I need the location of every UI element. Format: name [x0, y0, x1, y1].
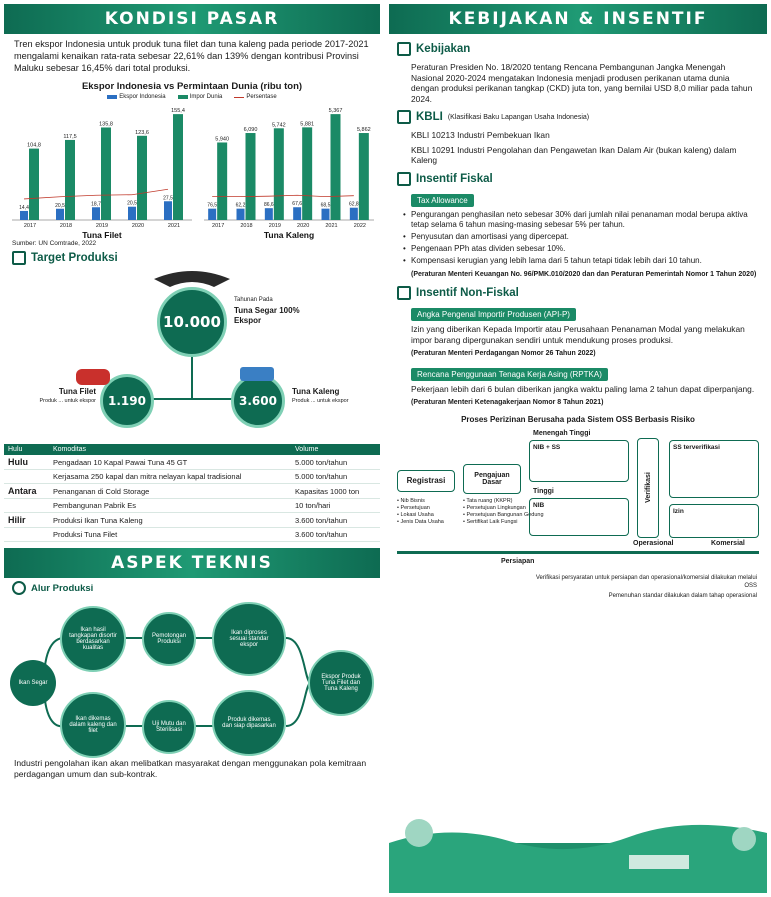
timeline-bar: [397, 551, 759, 554]
fish-illustration: [154, 271, 230, 287]
teknis-footer: Industri pengolahan ikan akan melibatkan masyarakat dengan menggunakan pola kemitraan perdagangan umum dan sub-kontrak.: [14, 758, 367, 779]
table-header: Hulu: [4, 444, 49, 455]
bar-import: [173, 114, 183, 220]
export-charts: [4, 100, 380, 242]
nib-box: NIB: [529, 498, 629, 536]
pengajuan-list: • Tata ruang (KKPR) • Persetujuan Lingkungan • Persetujuan Bangunan Gedung • Sertifikat Laik Fungsi: [463, 497, 544, 525]
left-panel: [4, 4, 380, 893]
rptka-note: (Peraturan Menteri Ketenagakerjaan Nomor 8 Tahun 2021): [411, 399, 604, 406]
center-label: Tuna Segar 100% Ekspor: [234, 306, 300, 325]
chart-source: Sumber: UN Comtrade, 2022: [12, 240, 97, 247]
rptka-text: Pekerjaan lebih dari 6 bulan diberikan jangka waktu paling lama 2 tahun dapat diperpanjang.: [411, 383, 755, 394]
bar-label-export: 14,4: [19, 204, 29, 211]
nonfiscal-icon: [397, 286, 411, 300]
tinggi-label: Tinggi: [533, 487, 554, 495]
bar-label-export: 67,6: [292, 201, 303, 208]
nib-ss-box: NIB + SS: [529, 440, 629, 482]
tax-allowance-tag: Tax Allowance: [411, 194, 474, 207]
flow-node: Ikan dikemas dalam kaleng dan filet: [60, 692, 126, 758]
bar-label-import: 5,367: [328, 108, 343, 115]
x-tick-label: 2021: [325, 223, 338, 229]
bar-export: [237, 209, 245, 220]
bar-export: [128, 207, 136, 220]
target-diagram: [4, 269, 380, 444]
right-target-circle: 3.600: [231, 374, 285, 428]
x-tick-label: 2020: [297, 223, 310, 229]
bar-export: [322, 209, 330, 220]
chart-subtitle: Tuna Kaleng: [263, 230, 315, 240]
chart-heading: Ekspor Indonesia vs Permintaan Dunia (ribu ton): [81, 81, 303, 92]
bar-import: [101, 127, 111, 220]
right-panel: [389, 4, 767, 893]
bar-import: [217, 142, 227, 220]
bar-export: [208, 209, 216, 220]
bar-export: [92, 207, 100, 220]
left-target-circle: 1.190: [100, 374, 154, 428]
bar-export: [20, 211, 28, 220]
aspek-teknis-banner: ASPEK TEKNIS: [4, 548, 380, 578]
api-p-text: Izin yang diberikan Kepada Importir atau Perusahaan Penanaman Modal yang melakukan impor barang dipergunakan sendiri untuk mendukung proses produksi.: [411, 324, 745, 345]
bar-export: [293, 207, 301, 220]
x-tick-label: 2020: [131, 223, 145, 229]
x-tick-label: 2018: [240, 223, 253, 229]
table-row: Hulu Pengadaan 10 Kapal Pawai Tuna 45 GT 5.000 ton/tahun: [4, 455, 380, 470]
flow-node: Ikan hasil tangkapan disortir berdasarkan kualitas: [60, 606, 126, 672]
flow-node: Ikan diproses sesuai standar ekspor: [212, 602, 286, 676]
bar-export: [265, 208, 273, 220]
api-p-tag: Angka Pengenal Importir Produsen (API-P): [411, 308, 576, 321]
list-item: • Kompensasi kerugian yang lebih lama dari 5 tahun tetapi tidak lebih dari 10 tahun.: [411, 256, 757, 266]
fiskal-heading: Insentif Fiskal: [389, 168, 767, 190]
bar-label-export: 68,5: [320, 202, 331, 209]
x-tick-label: 2017: [212, 223, 225, 229]
proses-diagram: [389, 424, 767, 574]
bar-label-export: 20,5: [55, 202, 65, 209]
registrasi-box: Registrasi: [397, 470, 455, 492]
bar-export: [56, 209, 64, 220]
bar-import: [331, 114, 341, 220]
bar-label-export: 76,5: [207, 202, 218, 209]
bar-label-import: 104,8: [27, 142, 41, 149]
bar-import: [359, 133, 369, 220]
kebijakan-banner: KEBIJAKAN & INSENTIF: [389, 4, 767, 34]
bar-import: [246, 133, 256, 220]
can-illustration: [240, 367, 274, 381]
document-icon: [397, 110, 411, 124]
right-label: Tuna Kaleng: [292, 387, 340, 396]
bar-label-export: 62,2: [235, 202, 246, 209]
kbli-heading: KBLI (Klasifikasi Baku Lapangan Usaha Indonesia): [389, 106, 767, 128]
flow-node: Ekspor Produk Tuna Filet dan Tuna Kaleng: [308, 650, 374, 716]
timeline-persiapan: Persiapan: [501, 557, 535, 565]
bar-label-import: 5,940: [215, 136, 230, 143]
kondisi-pasar-banner: KONDISI PASAR: [4, 4, 380, 34]
landscape-illustration: [389, 803, 767, 893]
bar-label-import: 123,6: [135, 129, 149, 136]
timeline-komersial: Komersial: [711, 539, 745, 547]
bar-label-import: 5,742: [271, 122, 286, 129]
verifikasi-box: Verifikasi: [637, 438, 659, 538]
menengah-tinggi-label: Menengah Tinggi: [533, 429, 591, 437]
x-tick-label: 2019: [95, 223, 109, 229]
bar-label-export: 27,5: [163, 195, 173, 202]
building-icon: [397, 42, 411, 56]
kbli-item: KBLI 10291 Industri Pengolahan dan Pengawetan Ikan Dalam Air (bukan kaleng) dalam Kaleng: [411, 144, 737, 165]
center-target-circle: 10.000: [157, 287, 227, 357]
chart-subtitle: Tuna Filet: [82, 230, 122, 240]
table-row: Kerjasama 250 kapal dan mitra nelayan kapal tradisional 5.000 ton/tahun: [4, 470, 380, 484]
target-table: [4, 444, 380, 542]
table-row: Pembangunan Pabrik Es 10 ton/hari: [4, 499, 380, 513]
center-caption: Tahunan Pada: [234, 297, 273, 303]
fiskal-list: [389, 208, 767, 266]
kebijakan-text: Peraturan Presiden No. 18/2020 tentang Rencana Pembangunan Jangka Menengah Nasional 2020-2024 mengatakan Indonesia menjadi produsen perikanan utama dunia dengan produksi perikanan tangkap (CKD) juta ton, yang bernilai USD 8,0 miliar pada tahun 2024.: [411, 62, 753, 104]
bar-import: [29, 149, 39, 220]
bar-label-export: 18,7: [91, 201, 101, 208]
target-icon: [12, 251, 26, 265]
x-tick-label: 2018: [59, 223, 73, 229]
table-header: Volume: [291, 444, 380, 455]
bar-import: [137, 136, 147, 220]
legend-item: Persentase: [234, 94, 276, 100]
alur-produksi-flow: [4, 598, 380, 756]
x-tick-label: 2022: [353, 223, 366, 229]
registrasi-list: • Nib Bisnis • Persetujuan • Lokasi Usaha • Jenis Data Usaha: [397, 497, 444, 525]
kebijakan-heading: Kebijakan: [389, 34, 767, 60]
proses-heading: Proses Perizinan Berusaha pada Sistem OSS Berbasis Risiko: [461, 414, 695, 424]
tax-icon: [397, 172, 411, 186]
table-header: Komoditas: [49, 444, 291, 455]
right-caption: Produk ... untuk ekspor: [292, 398, 349, 404]
x-tick-label: 2019: [268, 223, 281, 229]
bar-export: [350, 208, 358, 220]
flow-node: Pemotongan Produksi: [142, 612, 196, 666]
legend-item: Impor Dunia: [178, 94, 223, 100]
list-item: • Pengenaan PPh atas dividen sebesar 10%.: [411, 244, 757, 254]
fillet-illustration: [76, 369, 110, 385]
izin-box: Izin: [669, 504, 759, 538]
bar-label-export: 86,6: [263, 202, 274, 209]
bar-label-import: 5,862: [356, 127, 371, 134]
bar-import: [65, 140, 75, 220]
list-item: • Pengurangan penghasilan neto sebesar 30% dari jumlah nilai penanaman modal berupa aktiva tetap selama 6 tahun masing-masing sebesar 5% per tahun.: [411, 210, 757, 230]
bar-label-import: 135,8: [99, 121, 113, 128]
nonfiskal-heading: Insentif Non-Fiskal: [389, 282, 767, 304]
pengajuan-box: Pengajuan Dasar: [463, 464, 521, 494]
bar-import: [274, 128, 284, 220]
list-item: • Penyusutan dan amortisasi yang dipercepat.: [411, 232, 757, 242]
bar-label-import: 6,090: [243, 127, 258, 134]
bar-import: [302, 127, 312, 220]
flow-node: Uji Mutu dan Sterilisasi: [142, 700, 196, 754]
kondisi-pasar-paragraph: Tren ekspor Indonesia untuk produk tuna filet dan tuna kaleng pada periode 2017-2021 mengalami kenaikan rata-rata sebesar 22,61% dan 139% dengan kontribusi Provinsi Maluku sebesar 16,45% dari total produksi.: [14, 39, 369, 73]
proses-footnote-1: Verifikasi persyaratan untuk persiapan dan operasional/komersial dilakukan melalui OSS: [535, 574, 757, 589]
timeline-operasional: Operasional: [633, 539, 674, 547]
table-row: Produksi Tuna Filet 3.600 ton/tahun: [4, 528, 380, 542]
target-produksi-heading: Target Produksi: [4, 247, 380, 269]
kbli-item: KBLI 10213 Industri Pembekuan Ikan: [411, 130, 550, 140]
bar-label-import: 155,4: [171, 108, 185, 115]
x-tick-label: 2017: [23, 223, 37, 229]
flow-node: Produk dikemas dan siap dipasarkan: [212, 690, 286, 756]
bar-label-import: 5,881: [300, 121, 315, 128]
bar-label-export: 62,8: [348, 201, 359, 208]
flow-node: Ikan Segar: [10, 660, 56, 706]
legend-item: Ekspor Indonesia: [107, 94, 165, 100]
bar-label-export: 20,5: [127, 200, 137, 207]
fiskal-note: (Peraturan Menteri Keuangan No. 96/PMK.010/2020 dan dan Peraturan Pemerintah Nomor 1 Tahun 2020): [411, 270, 757, 278]
bar-label-import: 117,5: [63, 133, 77, 140]
x-tick-label: 2021: [167, 223, 181, 229]
left-caption: Produk ... untuk ekspor: [39, 398, 96, 404]
proses-footnote-2: Pemenuhan standar dilakukan dalam tahap operasional: [608, 592, 757, 599]
api-p-note: (Peraturan Menteri Perdagangan Nomor 26 Tahun 2022): [411, 350, 596, 357]
left-label: Tuna Filet: [58, 387, 96, 396]
flow-icon: [12, 581, 26, 595]
ss-terverifikasi-box: SS terverifikasi: [669, 440, 759, 498]
table-row: Antara Penanganan di Cold Storage Kapasitas 1000 ton: [4, 484, 380, 499]
table-row: Hilir Produksi Ikan Tuna Kaleng 3.600 ton/tahun: [4, 513, 380, 528]
rptka-tag: Rencana Penggunaan Tenaga Kerja Asing (RPTKA): [411, 368, 608, 381]
bar-export: [164, 201, 172, 220]
alur-produksi-heading: Alur Produksi: [4, 578, 380, 598]
